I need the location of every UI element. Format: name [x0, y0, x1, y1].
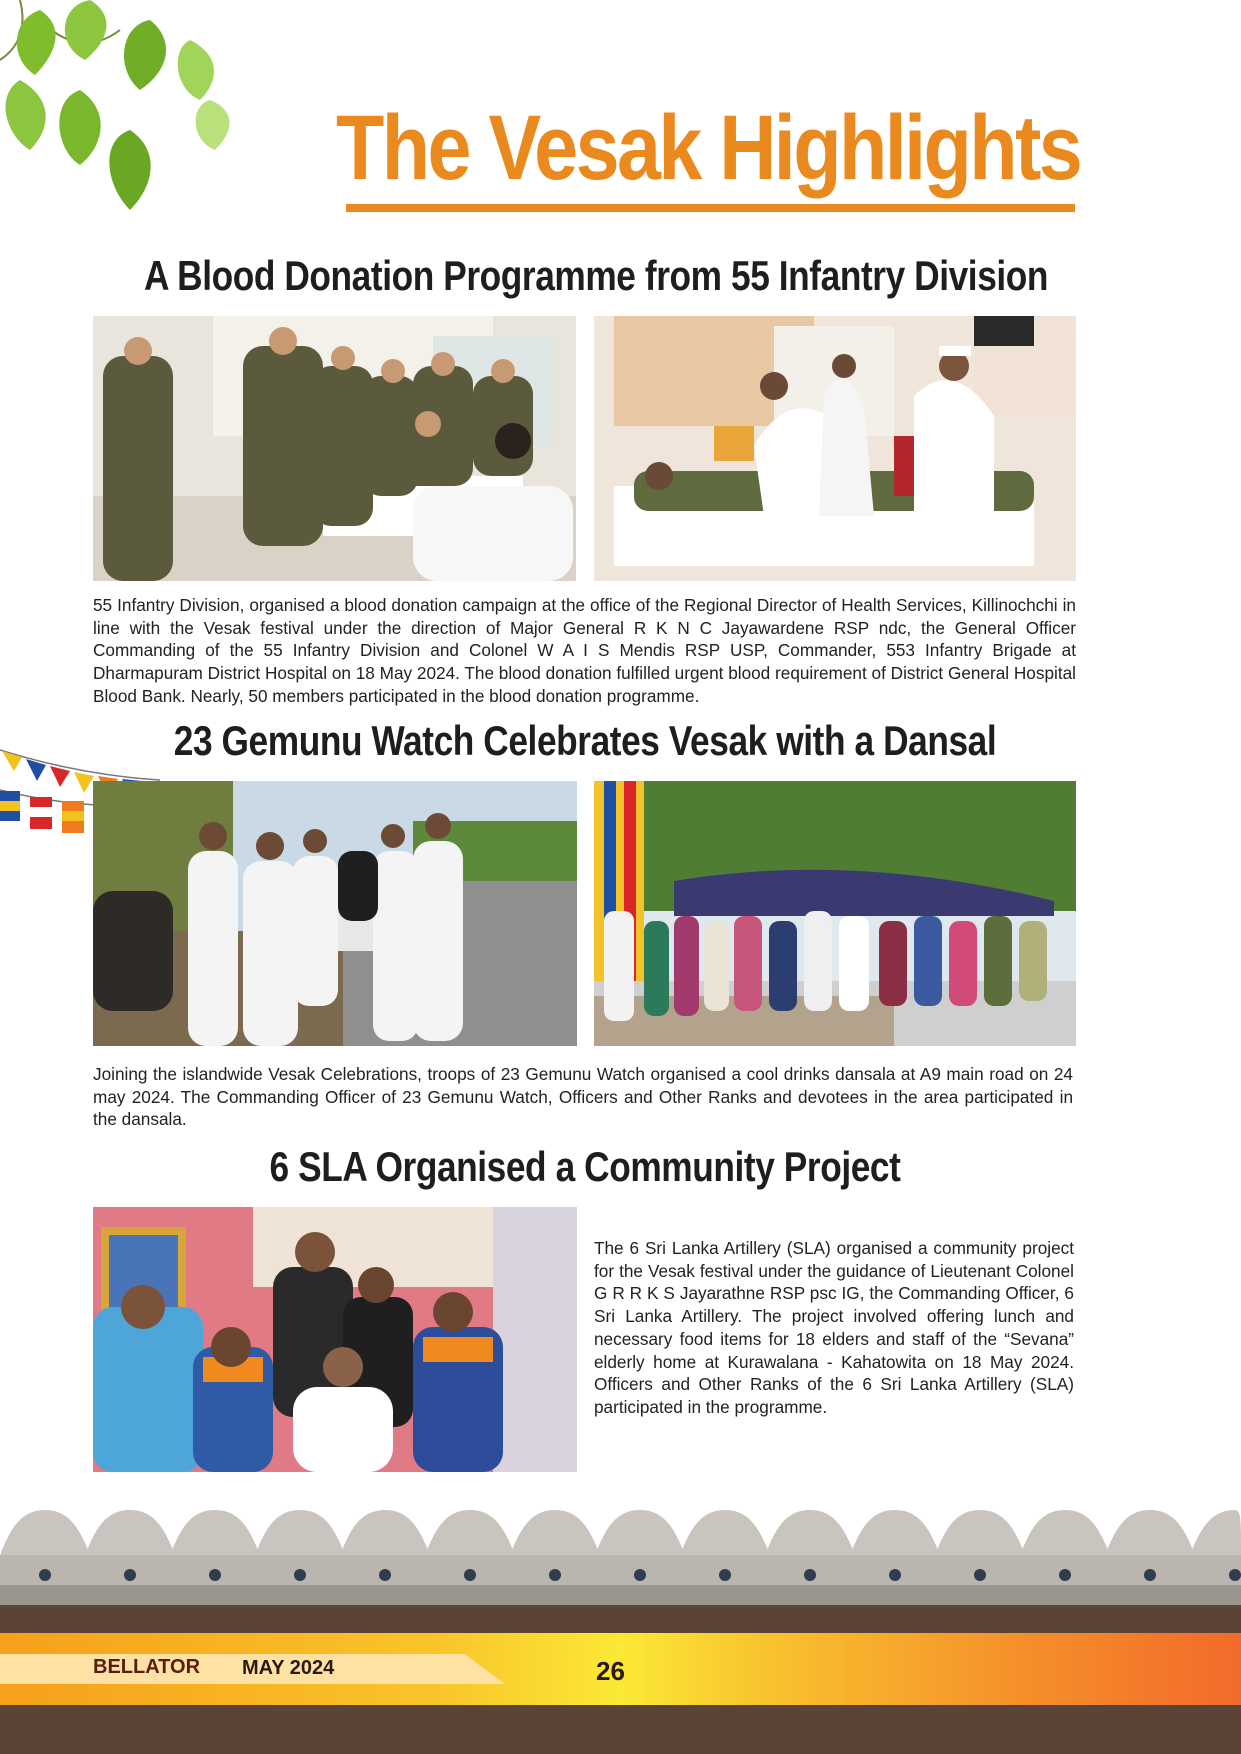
page-number: 26: [596, 1656, 625, 1686]
temple-wall-decoration: [0, 1500, 1241, 1610]
photo-blood-donation-officers: [93, 316, 576, 581]
footer-issue-date: MAY 2024: [242, 1657, 335, 1679]
section-body-blood-donation: 55 Infantry Division, organised a blood donation campaign at the office of the Regional Director of Health Services, Killinochchi in line with the Vesak festival under the direction of Major General R K N C Jayawardene RSP ndc, the General Officer Commanding of the 55 Infantry Division and Colonel W A I S Mendis RSP USP, Commander, 553 Infantry Brigade at Dharmapuram District Hospital on 18 May 2024. The blood donation fulfilled urgent blood requirement of District General Hospital Blood Bank. Nearly, 50 members participated in the blood donation programme.: [93, 595, 1076, 706]
title-underline: [346, 204, 1075, 212]
section-heading-community-project: 6 SLA Organised a Community Project: [269, 1143, 901, 1190]
photo-dansal-roadside: [93, 781, 577, 1046]
photo-dansal-crowd: [594, 781, 1076, 1046]
footer-border-top: [0, 1605, 1241, 1633]
footer-border-bottom: [0, 1705, 1241, 1754]
bodhi-leaves-decoration: [0, 0, 250, 230]
photo-blood-donation-hospital: [594, 316, 1076, 581]
section-body-community-project: The 6 Sri Lanka Artillery (SLA) organised a community project for the Vesak festival under the guidance of Lieutenant Colonel G R R K S Jayarathne RSP psc IG, the Commanding Officer, 6 Sri Lanka Artillery. The project involved offering lunch and necessary food items for 18 elders and staff of the “Sevana” elderly home at Kurawalana - Kahatowita on 18 May 2024. Officers and Other Ranks of the 6 Sri Lanka Artillery (SLA) participated in the programme.: [594, 1238, 1074, 1417]
section-heading-blood-donation: A Blood Donation Programme from 55 Infantry Division: [144, 252, 1049, 299]
page-title: The Vesak Highlights: [336, 97, 1081, 199]
section-body-dansal: Joining the islandwide Vesak Celebrations, troops of 23 Gemunu Watch organised a cool drinks dansala at A9 main road on 24 may 2024. The Commanding Officer of 23 Gemunu Watch, Officers and Other Ranks and devotees in the area participated in the dansala.: [93, 1064, 1073, 1130]
photo-community-project: [93, 1207, 577, 1472]
section-heading-dansal: 23 Gemunu Watch Celebrates Vesak with a Dansal: [173, 717, 997, 764]
footer-magazine-name: BELLATOR: [93, 1656, 201, 1678]
